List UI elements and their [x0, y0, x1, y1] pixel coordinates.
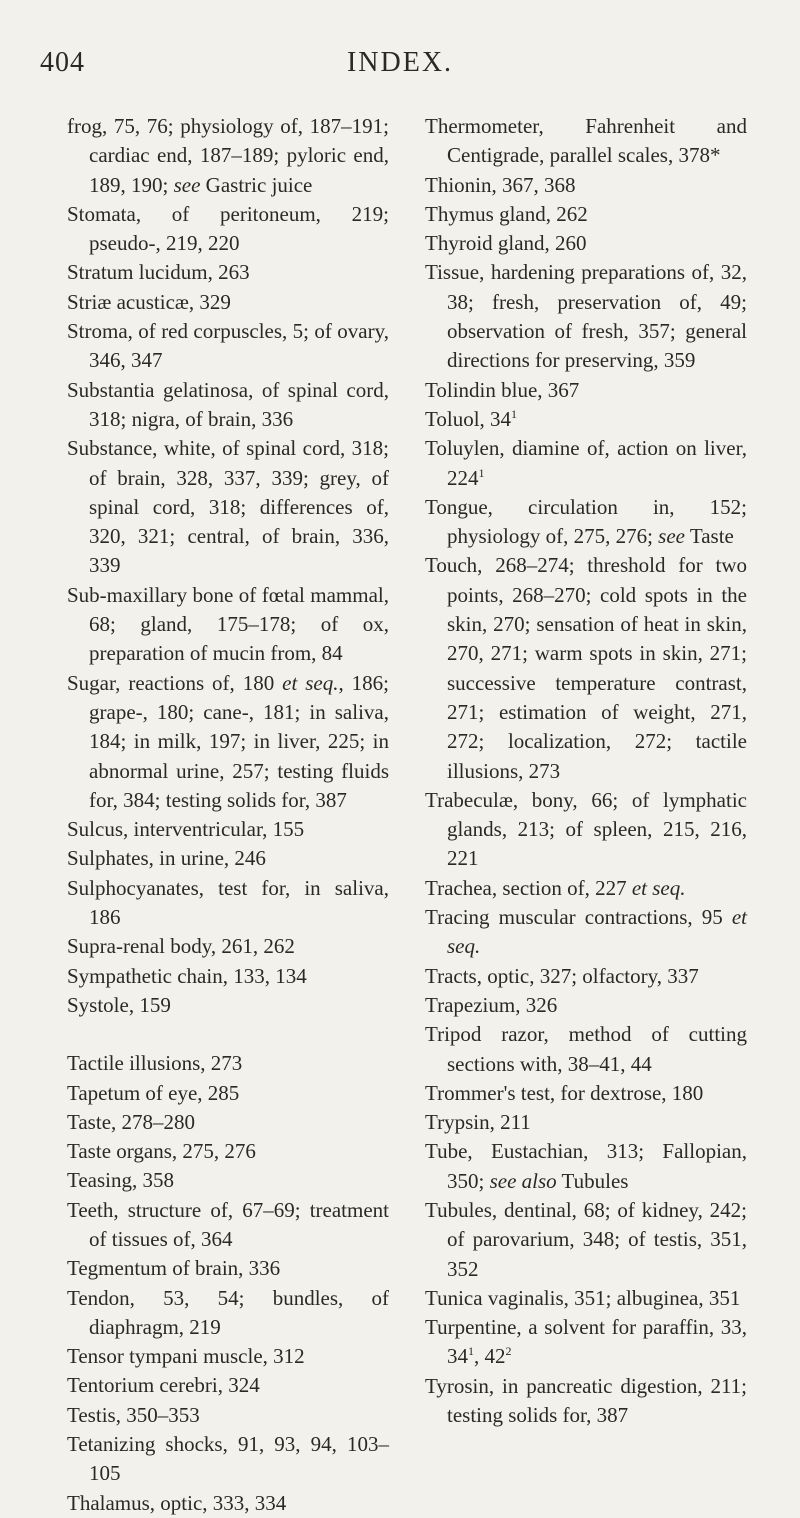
running-title: INDEX. — [346, 47, 454, 78]
entry-text: Taste, 278–280 — [67, 1109, 196, 1134]
entry-text: Turpentine, a solvent for paraffin, 33, 34 — [425, 1315, 747, 1369]
index-entry — [67, 200, 389, 259]
entry-text: Stratum lucidum, 263 — [67, 260, 250, 285]
index-entry — [425, 1137, 747, 1196]
entry-text: Tentorium cerebri, 324 — [67, 1373, 260, 1398]
index-entry — [67, 376, 389, 435]
entry-text: Teasing, 358 — [67, 1168, 175, 1193]
entry-text: , 42 — [474, 1344, 506, 1369]
italic-term: et seq. — [282, 670, 339, 695]
index-entry — [425, 200, 747, 229]
index-entry — [67, 317, 389, 376]
index-entry — [67, 844, 389, 873]
index-entry — [67, 288, 389, 317]
entry-text: , 186; grape-, 180; cane-, 181; in saliva, 184; in milk, 197; in liver, 225; in abnormal urine, 257; testing fluids for, 384; testing solids for, 387 — [89, 670, 389, 812]
entry-text: Tracing muscular contractions, 95 — [425, 905, 732, 930]
entry-text: Tensor tympani muscle, 312 — [67, 1344, 305, 1369]
index-entry — [67, 991, 389, 1020]
index-entry — [67, 1489, 389, 1518]
index-entry — [425, 991, 747, 1020]
index-entry — [425, 112, 747, 171]
entry-text: Sub-maxillary bone of fœtal mammal, 68; gland, 175–178; of ox, preparation of mucin from, 84 — [67, 582, 389, 666]
entry-text: Tongue, circulation in, 152; physiology of, 275, 276; — [425, 494, 747, 549]
entry-text: Taste organs, 275, 276 — [67, 1139, 256, 1164]
italic-term: see — [658, 524, 685, 549]
index-entry — [425, 405, 747, 434]
index-entry — [425, 1372, 747, 1431]
index-entry — [67, 1108, 389, 1137]
index-column-left — [67, 112, 389, 1518]
footnote-marker: 1 — [511, 406, 518, 421]
index-entry — [67, 1137, 389, 1166]
entry-text: Sulphates, in urine, 246 — [67, 846, 266, 871]
index-entry — [425, 903, 747, 962]
section-gap — [67, 1020, 389, 1049]
index-entry — [67, 1196, 389, 1255]
entry-text: Gastric juice — [200, 172, 313, 197]
index-entry — [425, 493, 747, 552]
index-entry — [67, 434, 389, 580]
entry-text: Trypsin, 211 — [425, 1110, 531, 1135]
entry-text: Tactile illusions, 273 — [67, 1051, 243, 1076]
entry-text: Taste — [685, 524, 734, 549]
index-entry — [67, 815, 389, 844]
entry-text: Touch, 268–274; threshold for two points, 268–270; cold spots in the skin, 270; sensation of heat in skin, 270, 271; warm spots in skin, 271; successive temperature contrast, 271; estimation of weight, 271, 272; localization, 272; tactile illusions, 273 — [425, 553, 747, 783]
index-entry — [67, 1430, 389, 1489]
entry-text: Systole, 159 — [67, 992, 171, 1017]
entry-text: Thymus gland, 262 — [425, 201, 588, 226]
entry-text: Testis, 350–353 — [67, 1402, 200, 1427]
entry-text: Tube, Eustachian, 313; Fallopian, 350; — [425, 1139, 747, 1193]
entry-text: Thalamus, optic, 333, 334 — [67, 1490, 287, 1515]
entry-text: Tolindin blue, 367 — [425, 377, 580, 402]
index-entry — [425, 1196, 747, 1284]
entry-text: Sulphocyanates, test for, in saliva, 186 — [67, 875, 389, 930]
footnote-marker: 1 — [468, 1344, 474, 1359]
entry-text: Sulcus, interventricular, 155 — [67, 817, 305, 842]
italic-term: see — [173, 172, 201, 197]
entry-text: Tetanizing shocks, 91, 93, 94, 103–105 — [67, 1432, 389, 1486]
entry-text: Toluylen, diamine of, action on liver, 224 — [425, 436, 747, 490]
index-entry — [425, 874, 747, 903]
index-entry — [425, 258, 747, 375]
entry-text: Tubules, dentinal, 68; of kidney, 242; of parovarium, 348; of testis, 351, 352 — [425, 1197, 747, 1281]
page-header — [0, 47, 800, 87]
index-entry — [67, 1254, 389, 1283]
page-number: 404 — [40, 47, 85, 78]
index-entry — [425, 1313, 747, 1372]
index-entry — [425, 786, 747, 874]
entry-text: Stroma, of red corpuscles, 5; of ovary, 346, 347 — [67, 319, 389, 373]
entry-text: frog, 75, 76; physiology of, 187–191; cardiac end, 187–189; pyloric end, 189, 190; — [67, 114, 389, 197]
entry-text: Thyroid gland, 260 — [425, 231, 587, 256]
entry-text: Striæ acusticæ, 329 — [67, 289, 231, 314]
footnote-marker: 2 — [505, 1344, 512, 1359]
index-entry — [67, 1079, 389, 1108]
entry-text: Tubules — [556, 1168, 629, 1193]
entry-text: Tegmentum of brain, 336 — [67, 1256, 281, 1281]
index-entry — [67, 962, 389, 991]
index-entry — [425, 171, 747, 200]
index-entry — [425, 376, 747, 405]
index-entry — [425, 1079, 747, 1108]
entry-text: Substance, white, of spinal cord, 318; of brain, 328, 337, 339; grey, of spinal cord, 318; differences of, 320, 321; central, of brain, 336, 339 — [67, 436, 389, 578]
index-entry — [425, 1284, 747, 1313]
index-entry — [67, 874, 389, 933]
index-entry — [425, 229, 747, 258]
index-entry — [425, 551, 747, 785]
entry-text: Tyrosin, in pancreatic digestion, 211; testing solids for, 387 — [425, 1373, 747, 1428]
entry-text: Trommer's test, for dextrose, 180 — [425, 1080, 704, 1105]
entry-text: Thermometer, Fahrenheit and Centigrade, parallel scales, 378* — [425, 114, 747, 168]
index-entry — [67, 669, 389, 815]
index-entry — [67, 1371, 389, 1400]
italic-term: see also — [489, 1168, 557, 1193]
entry-text: Stomata, of peritoneum, 219; pseudo-, 219, 220 — [67, 201, 389, 256]
entry-text: Trapezium, 326 — [425, 992, 558, 1017]
index-entry — [67, 932, 389, 961]
entry-text: Trachea, section of, 227 — [425, 875, 632, 900]
index-entry — [67, 1342, 389, 1371]
index-entry — [67, 258, 389, 287]
entry-text: Tripod razor, method of cutting sections with, 38–41, 44 — [425, 1022, 747, 1076]
entry-text: Tunica vaginalis, 351; albuginea, 351 — [425, 1285, 741, 1310]
index-entry — [67, 1166, 389, 1195]
entry-text: Supra-renal body, 261, 262 — [67, 934, 295, 959]
index-entry — [425, 434, 747, 493]
index-entry — [67, 581, 389, 669]
entry-text: Tapetum of eye, 285 — [67, 1080, 240, 1105]
entry-text: Substantia gelatinosa, of spinal cord, 318; nigra, of brain, 336 — [67, 377, 389, 431]
index-column-right — [425, 112, 747, 1430]
index-entry — [67, 1401, 389, 1430]
italic-term: et seq. — [447, 905, 747, 959]
index-entry — [425, 1020, 747, 1079]
entry-text: Teeth, structure of, 67–69; treatment of tissues of, 364 — [67, 1197, 389, 1251]
index-entry — [67, 1284, 389, 1343]
entry-text: Tissue, hardening preparations of, 32, 38; fresh, preservation of, 49; observation of fresh, 357; general directions for preserving, 359 — [425, 260, 747, 373]
index-entry — [67, 112, 389, 200]
footnote-marker: 1 — [478, 465, 485, 480]
entry-text: Toluol, 34 — [425, 406, 512, 431]
entry-text: Tendon, 53, 54; bundles, of diaphragm, 219 — [67, 1285, 389, 1339]
entry-text: Trabeculæ, bony, 66; of lymphatic glands, 213; of spleen, 215, 216, 221 — [425, 787, 747, 871]
entry-text: Thionin, 367, 368 — [425, 172, 576, 197]
entry-text: Tracts, optic, 327; olfactory, 337 — [425, 963, 699, 988]
index-entry — [67, 1049, 389, 1078]
entry-text: Sugar, reactions of, 180 — [67, 670, 283, 695]
entry-text: Sympathetic chain, 133, 134 — [67, 963, 307, 988]
italic-term: et seq. — [631, 875, 686, 900]
index-entry — [425, 1108, 747, 1137]
index-entry — [425, 962, 747, 991]
